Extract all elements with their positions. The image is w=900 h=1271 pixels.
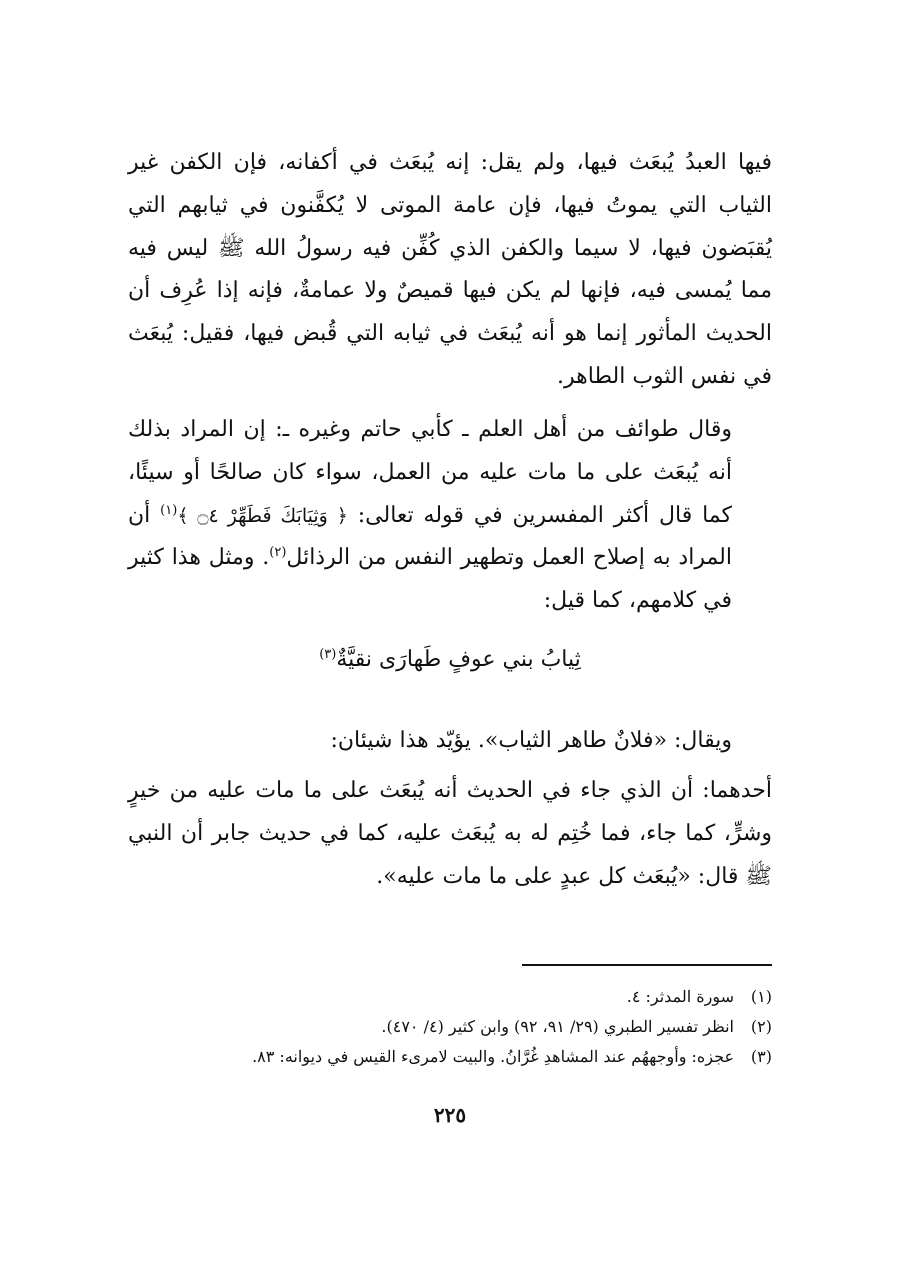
- footnote-2-text: انظر تفسير الطبري (٢٩/ ٩١، ٩٢) وابن كثير (٤/ ٤٧٠).: [381, 1017, 734, 1036]
- paragraph-1-text: فيها العبدُ يُبعَث فيها، ولم يقل: إنه يُبعَث في أكفانه، فإن الكفن غير الثياب التي يموتُ فيها، فإن عامة الموتى لا يُكفَّنون في ثيابهم التي يُقبَضون فيها، لا سيما والكفن الذي كُفِّن فيه رسولُ الله ﷺ ليس فيه مما يُمسى فيه، فإنها لم يكن فيها قميصٌ ولا عمامةٌ، فإنه إذا عُرِف أن الحديث المأثور إنما هو أنه يُبعَث في ثيابه التي قُبض فيها، فقيل: يُبعَث في نفس الثوب الطاهر.: [128, 150, 772, 389]
- poetry-verse: [128, 640, 772, 680]
- paragraph-2: [128, 409, 772, 623]
- footnote-1-text: سورة المدثر: ٤.: [626, 987, 734, 1006]
- paragraph-2-part-a: وقال طوائف من أهل العلم ـ كأبي حاتم وغيره ـ: إن المراد بذلك أنه يُبعَث على ما مات عليه من العمل، سواء كان صالحًا أو سيئًا، كما قال أكثر المفسرين في قوله تعالى:: [128, 417, 732, 528]
- paragraph-1: [128, 142, 772, 399]
- footnotes: [128, 982, 772, 1072]
- paragraph-4: [128, 770, 772, 898]
- paragraph-3: [128, 720, 772, 763]
- paragraph-2-part-b: أن المراد به إصلاح العمل وتطهير النفس من الرذائل: [128, 502, 732, 571]
- verse-text: ثِيابُ بني عوفٍ طَهارَى نقيَّةٌ: [336, 647, 581, 672]
- footnote-3-number: (٣): [750, 1047, 772, 1066]
- footnote-ref-3[interactable]: (٣): [319, 647, 337, 662]
- footnote-1: [128, 982, 772, 1012]
- footnote-ref-1[interactable]: (١): [160, 502, 178, 518]
- footnote-divider: [522, 964, 772, 966]
- page-number: ٢٢٥: [433, 1103, 467, 1127]
- quran-verse-quote: ﴿ وَثِيَابَكَ فَطَهِّرْ ۝٤ ﴾: [177, 504, 348, 527]
- footnote-3: [128, 1042, 772, 1072]
- paragraph-2-text: [128, 409, 772, 623]
- paragraph-2-part-c: . ومثل هذا كثير في كلامهم، كما قيل:: [128, 545, 732, 614]
- footnote-3-text: عجزه: وأوجههُم عند المشاهدِ غُرَّانُ. والبيت لامرىء القيس في ديوانه: ٨٣.: [252, 1047, 734, 1066]
- footnote-1-number: (١): [750, 987, 772, 1006]
- footnote-2: [128, 1012, 772, 1042]
- paragraph-4-text: أحدهما: أن الذي جاء في الحديث أنه يُبعَث على ما مات عليه من خيرٍ وشرٍّ، كما جاء، فما خُتِم له به يُبعَث عليه، كما في حديث جابر أن النبي ﷺ قال: «يُبعَث كل عبدٍ على ما مات عليه».: [128, 778, 772, 889]
- paragraph-3-text: ويقال: «فلانٌ طاهر الثياب». يؤيّد هذا شيئان:: [330, 728, 732, 753]
- footnote-2-number: (٢): [750, 1017, 772, 1036]
- footnote-ref-2[interactable]: (٢): [269, 545, 287, 561]
